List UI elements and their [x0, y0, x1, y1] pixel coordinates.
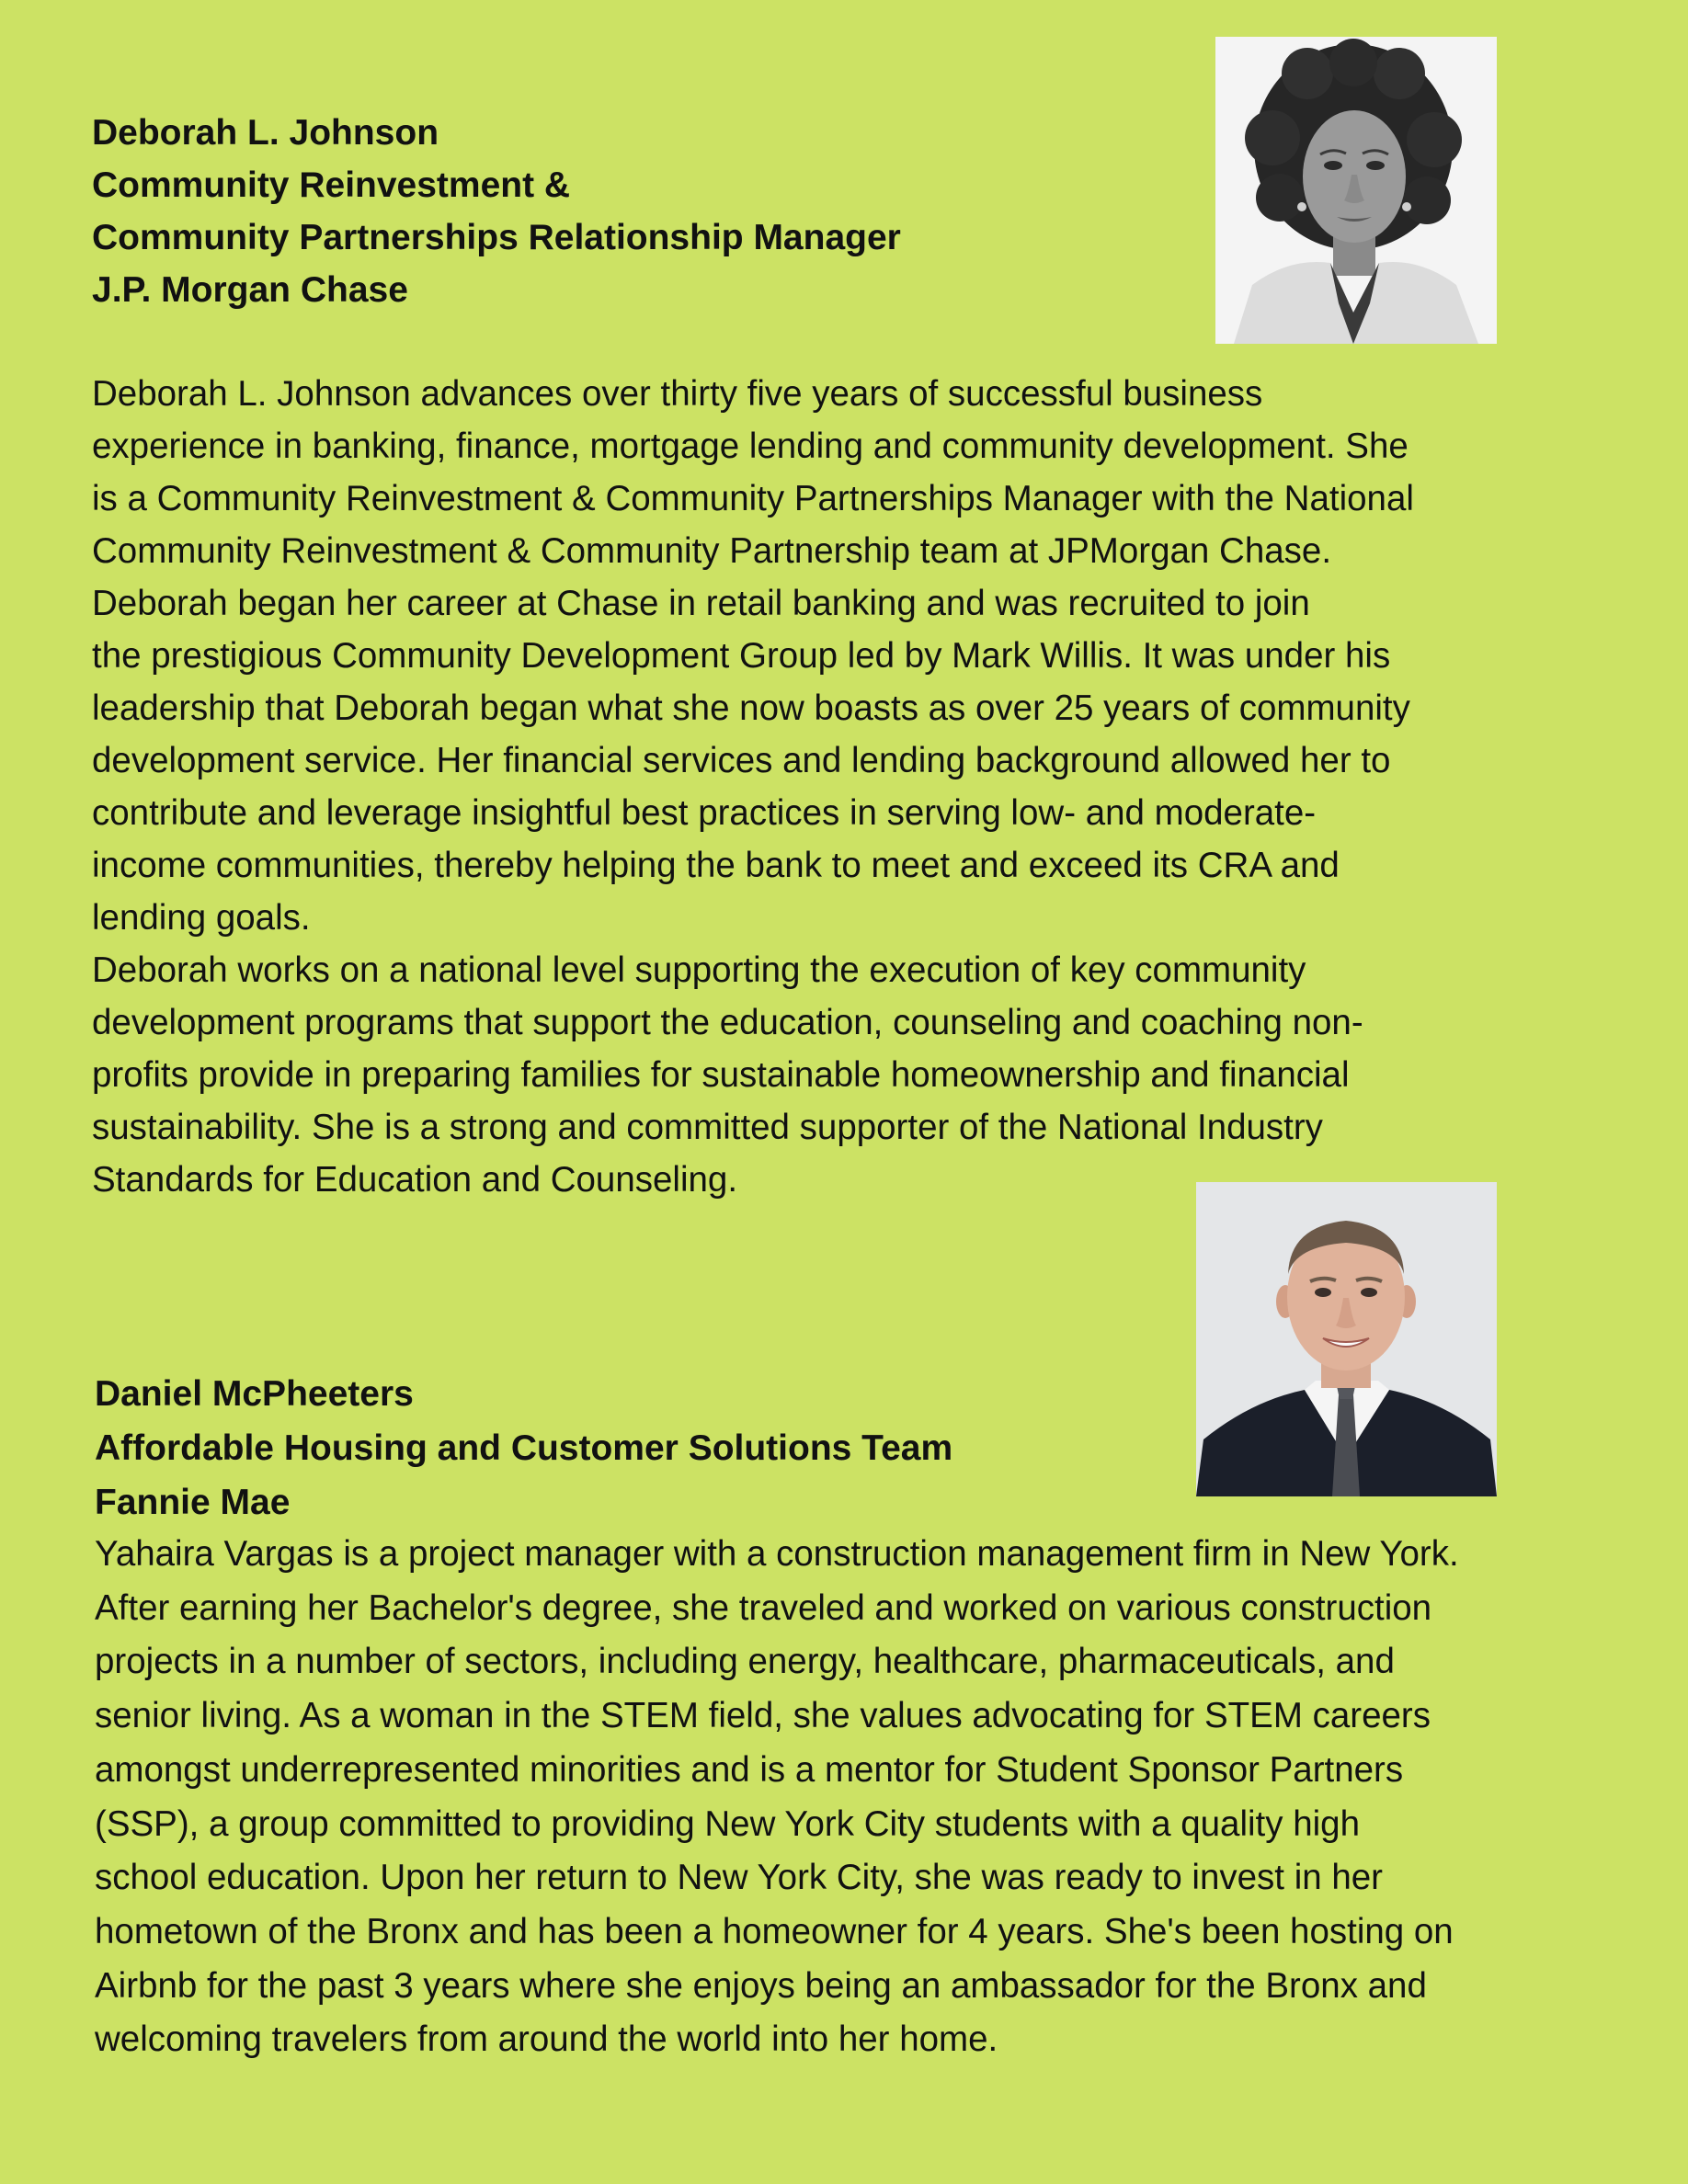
bio1-body-line: profits provide in preparing families for sustainable homeownership and financial	[92, 1055, 1350, 1095]
bio2-body-line: (SSP), a group committed to providing New York City students with a quality high	[95, 1803, 1360, 1844]
bio2-body-line: senior living. As a woman in the STEM field, she values advocating for STEM careers	[95, 1696, 1431, 1736]
bio2-body-line: school education. Upon her return to New York City, she was ready to invest in her	[95, 1858, 1384, 1898]
bio1-body-line: development service. Her financial services and lending background allowed her to	[92, 741, 1391, 780]
bio2-body-line: projects in a number of sectors, including energy, healthcare, pharmaceuticals, and	[95, 1642, 1395, 1682]
bio1-body-line: development programs that support the education, counseling and coaching non-	[92, 1003, 1363, 1042]
bio2-body-line: Airbnb for the past 3 years where she enjoys being an ambassador for the Bronx and	[95, 1965, 1427, 2006]
bio2-body-line: hometown of the Bronx and has been a homeowner for 4 years. She's been hosting on	[95, 1911, 1454, 1951]
bio2-body-line: Yahaira Vargas is a project manager with a construction management firm in New York.	[95, 1534, 1459, 1574]
bio1-body-line: income communities, thereby helping the bank to meet and exceed its CRA and	[92, 846, 1340, 885]
bio1-body-line: sustainability. She is a strong and committed supporter of the National Industry	[92, 1108, 1323, 1147]
bio2-organization: Fannie Mae	[95, 1483, 291, 1522]
bio2-body-line: amongst underrepresented minorities and is a mentor for Student Sponsor Partners	[95, 1749, 1404, 1790]
bio1-body	[92, 368, 1600, 1206]
bio1-body-line: contribute and leverage insightful best practices in serving low- and moderate-	[92, 793, 1317, 833]
bio1-title-line2: Community Partnerships Relationship Manager	[92, 218, 901, 257]
bio2-body	[95, 1528, 1658, 2067]
bio1-body-line: leadership that Deborah began what she now boasts as over 25 years of community	[92, 688, 1410, 728]
bio1-header	[92, 107, 1158, 316]
bio2-body-line: welcoming travelers from around the world into her home.	[95, 2019, 998, 2060]
bio1-body-line: is a Community Reinvestment & Community Partnerships Manager with the National	[92, 479, 1414, 518]
bio1-organization: J.P. Morgan Chase	[92, 270, 408, 310]
bio1-body-line: the prestigious Community Development Group led by Mark Willis. It was under his	[92, 636, 1391, 676]
bio2-header	[95, 1367, 1180, 1530]
bio2-portrait-photo	[1196, 1182, 1497, 1496]
bio1-body-line: Deborah L. Johnson advances over thirty five years of successful business	[92, 374, 1263, 414]
bio1-body-line: Deborah works on a national level supporting the execution of key community	[92, 950, 1306, 990]
bio2-name: Daniel McPheeters	[95, 1374, 414, 1414]
bio2-title: Affordable Housing and Customer Solutions Team	[95, 1428, 953, 1468]
bio1-title-line1: Community Reinvestment &	[92, 165, 571, 205]
bio1-name: Deborah L. Johnson	[92, 113, 439, 153]
bio1-body-line: experience in banking, finance, mortgage lending and community development. She	[92, 427, 1409, 466]
bio1-body-line: Community Reinvestment & Community Partnership team at JPMorgan Chase.	[92, 531, 1332, 571]
bio1-body-line: Deborah began her career at Chase in retail banking and was recruited to join	[92, 584, 1310, 623]
bio1-body-line: Standards for Education and Counseling.	[92, 1160, 738, 1200]
bio1-portrait-photo	[1215, 37, 1497, 344]
bio2-body-line: After earning her Bachelor's degree, she traveled and worked on various construction	[95, 1587, 1432, 1628]
bio1-body-line: lending goals.	[92, 898, 311, 938]
